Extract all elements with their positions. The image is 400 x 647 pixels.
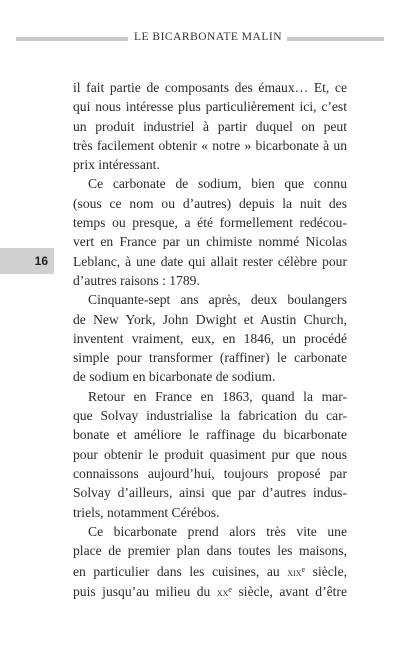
page-number: 16 (0, 248, 54, 274)
text-line: un produit industriel à partir duquel on peut (73, 118, 347, 134)
text-line (73, 560, 347, 579)
text-fragment: en particulier dans les cuisines, au (73, 564, 288, 580)
text-fragment: siècle, (305, 564, 347, 580)
ordinal-superscript: e (301, 565, 306, 575)
text-line: inventent vraiment, eux, en 1846, un procédé (73, 330, 347, 346)
text-line: il fait partie de composants des émaux… Et, ce (73, 80, 347, 95)
running-header (16, 32, 384, 46)
body-text (73, 78, 347, 599)
text-line: place de premier plan dans toutes les maisons, (73, 543, 347, 559)
text-line: de sodium en bicarbonate de sodium. (73, 369, 276, 385)
text-line: Retour en France en 1863, quand la mar- (88, 388, 347, 404)
text-line: triels, notamment Cérébos. (73, 504, 220, 520)
running-header-title: LE BICARBONATE MALIN (134, 31, 282, 43)
text-line: que Solvay industrialise la fabrication du car- (73, 408, 347, 424)
text-line: Solvay d’ailleurs, ainsi que par d’autres indus- (73, 485, 347, 501)
text-line (73, 580, 347, 599)
text-fragment: puis jusqu’au milieu du (73, 583, 217, 599)
text-fragment: siècle, avant d’être (231, 583, 347, 599)
text-line: Ce carbonate de sodium, bien que connu (88, 176, 347, 192)
header-rule-left (16, 37, 128, 41)
header-rule-right (287, 37, 384, 41)
text-line: vert en France par un chimiste nommé Nicolas (73, 234, 347, 250)
text-line: d’autres raisons : 1789. (73, 272, 200, 288)
text-line: (sous ce nom ou d’autres) depuis la nuit des (73, 195, 347, 211)
text-line: de New York, John Dwight et Austin Church, (73, 311, 347, 327)
text-line: temps ou presque, a été formellement redécou- (73, 215, 347, 231)
century-numeral: xx (216, 584, 229, 599)
text-line: très facilement obtenir « notre » bicarbonate à un (73, 137, 347, 153)
text-line: pour obtenir le produit quasiment pur que nous (73, 446, 347, 462)
text-line: prix intéressant. (73, 157, 160, 173)
text-line: qui nous intéresse plus particulièrement ici, c’est (73, 99, 347, 115)
text-line: connaissons aujourd’hui, toujours proposé par (73, 465, 347, 481)
ordinal-superscript: e (228, 584, 232, 594)
text-line: bonate et améliore le raffinage du bicarbonate (73, 427, 347, 443)
text-line: Leblanc, à une date qui allait rester célèbre pour (73, 253, 347, 269)
century-numeral: xix (287, 565, 302, 580)
text-line: Ce bicarbonate prend alors très vite une (88, 523, 347, 539)
text-line: simple pour transformer (raffiner) le carbonate (73, 350, 347, 366)
text-line: Cinquante-sept ans après, deux boulangers (88, 292, 347, 308)
